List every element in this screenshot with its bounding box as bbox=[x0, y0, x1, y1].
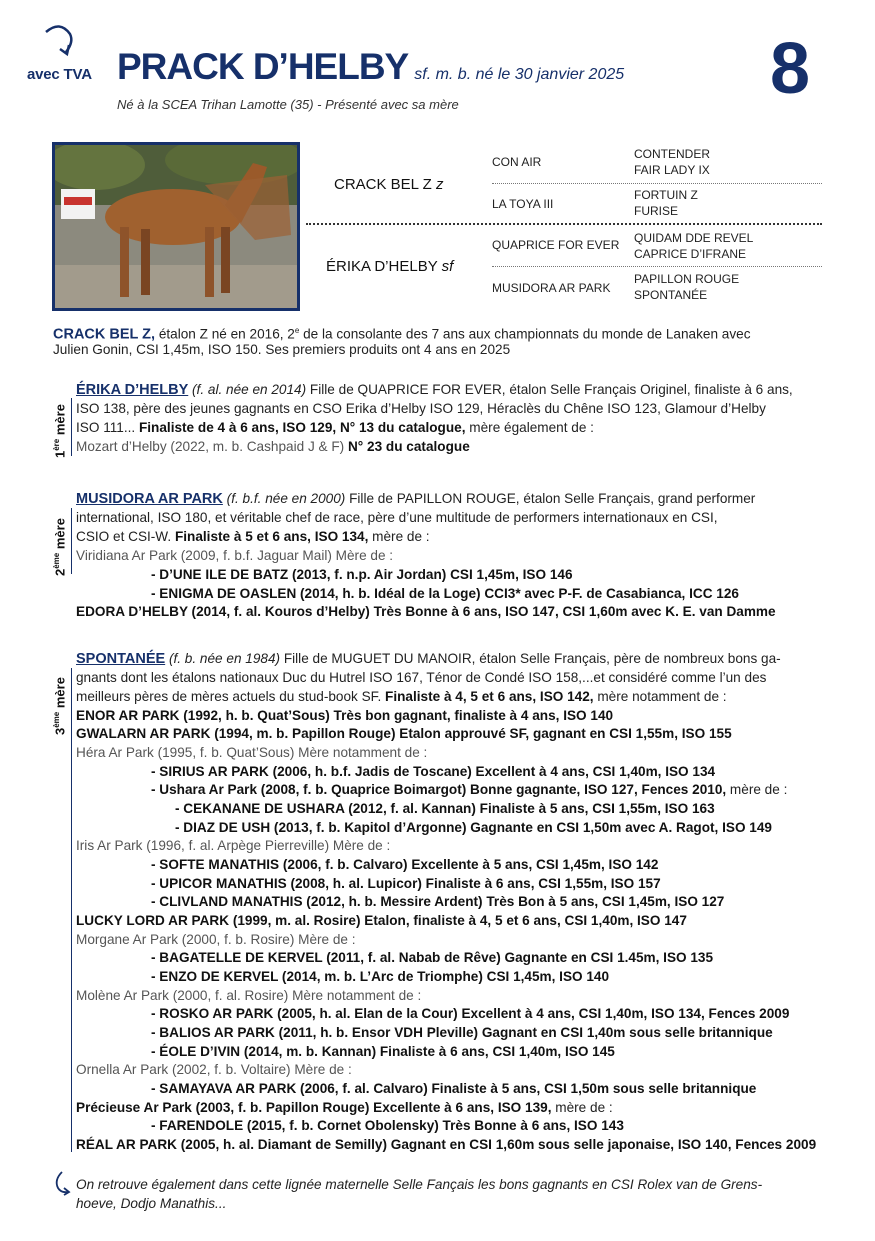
sire-text-sup: e bbox=[294, 326, 300, 335]
third-dam-record: - SIRIUS AR PARK (2006, h. b.f. Jadis de Toscane) Excellent à 4 ans, CSI 1,40m, ISO 134 bbox=[151, 764, 716, 779]
pedigree-g1: CONTENDER bbox=[634, 147, 711, 161]
second-dam-text: CSIO et CSI-W. bbox=[76, 529, 175, 544]
pedigree-dam-suffix: sf bbox=[441, 258, 454, 275]
second-dam-info: (f. b.f. née en 2000) bbox=[226, 491, 346, 506]
second-dam-line-4: Viridiana Ar Park (2009, f. b.f. Jaguar Mail) Mère de : bbox=[76, 548, 394, 563]
pedigree-g5: QUIDAM DDE REVEL bbox=[634, 231, 754, 245]
pedigree-g4: FURISE bbox=[634, 204, 679, 218]
third-dam-record: Héra Ar Park (1995, f. b. Quat’Sous) Mère notamment de : bbox=[76, 745, 428, 760]
pedigree-dam-name: ÉRIKA D’HELBY bbox=[326, 258, 438, 275]
pedigree-divider bbox=[492, 183, 822, 184]
third-dam-record: RÉAL AR PARK (2005, h. al. Diamant de Semilly) Gagnant en CSI 1,60m sous selle japonaise, ISO 140, Fences 2009 bbox=[76, 1137, 817, 1152]
first-dam-label-sup: ère bbox=[52, 438, 61, 451]
first-dam-text: mère également de : bbox=[465, 420, 594, 435]
second-dam-line-6: - ENIGMA DE OASLEN (2014, h. b. Idéal de la Loge) CCI3* avec P-F. de Casabianca, ICC 126 bbox=[151, 586, 739, 601]
second-dam-label-n: 2 bbox=[52, 568, 68, 576]
third-dam-text: mère notamment de : bbox=[593, 689, 727, 704]
second-dam-line-5: - D’UNE ILE DE BATZ (2013, f. n.p. Air Jordan) CSI 1,45m, ISO 146 bbox=[151, 567, 573, 582]
curved-arrow-icon bbox=[40, 22, 80, 62]
third-dam-record bbox=[151, 780, 787, 799]
third-dam-line-2: gnants dont les étalons nationaux Duc du Hutrel ISO 167, Ténor de Condé ISO 158,...et considéré comme l’un des bbox=[76, 670, 767, 685]
sire-text-line-2: Julien Gonin, CSI 1,45m, ISO 150. Ses premiers produits ont 4 ans en 2025 bbox=[53, 342, 511, 357]
third-dam-record-bold: - Ushara Ar Park (2008, f. b. Quaprice Boimargot) Bonne gagnante, ISO 127, Fences 2010, bbox=[151, 782, 727, 797]
horse-photo-illustration bbox=[55, 145, 297, 308]
second-dam-text: mère de : bbox=[368, 529, 430, 544]
third-dam-record: - SAMAYAVA AR PARK (2006, f. al. Calvaro) Finaliste à 5 ans, CSI 1,50m sous selle britannique bbox=[151, 1081, 757, 1096]
third-dam-text: Fille de MUGUET DU MANOIR, étalon Selle Français, père de nombreux bons ga- bbox=[280, 651, 781, 666]
third-dam-record: - ROSKO AR PARK (2005, h. al. Elan de la Cour) Excellent à 4 ans, CSI 1,40m, ISO 134, Fences 2009 bbox=[151, 1006, 790, 1021]
horse-info: sf. m. b. né le 30 janvier 2025 bbox=[414, 66, 625, 83]
third-dam-record: GWALARN AR PARK (1994, m. b. Papillon Rouge) Etalon approuvé SF, gagnant en CSI 1,55m, ISO 155 bbox=[76, 726, 732, 741]
second-dam-line-2: international, ISO 180, et véritable chef de race, père d’une multitude de performers internationaux en CSI, bbox=[76, 510, 718, 525]
pedigree-main-divider bbox=[306, 223, 822, 225]
pedigree-sire-suffix: z bbox=[435, 176, 444, 193]
third-dam-bar bbox=[71, 668, 72, 1152]
pedigree-sire-name: CRACK BEL Z bbox=[334, 176, 432, 193]
third-dam-record-text: mère de : bbox=[551, 1100, 613, 1115]
third-dam-record: - DIAZ DE USH (2013, f. b. Kapitol d’Argonne) Gagnante en CSI 1,50m avec A. Ragot, ISO 149 bbox=[175, 820, 772, 835]
sire-text-name: CRACK BEL Z, bbox=[53, 326, 156, 343]
first-dam-text: ISO 111... bbox=[76, 420, 139, 435]
third-dam-label bbox=[52, 677, 67, 735]
pedigree-sire bbox=[334, 176, 443, 193]
first-dam-label bbox=[52, 404, 67, 458]
pedigree-g3: FORTUIN Z bbox=[634, 188, 698, 202]
first-dam-line-1 bbox=[76, 380, 793, 400]
lot-number: 8 bbox=[770, 29, 809, 109]
third-dam-record: - ENZO DE KERVEL (2014, m. b. L’Arc de Triomphe) CSI 1,45m, ISO 140 bbox=[151, 969, 610, 984]
first-dam-offspring: Mozart d’Helby (2022, m. b. Cashpaid J & F) bbox=[76, 439, 348, 454]
second-dam-line-3 bbox=[76, 527, 430, 546]
first-dam-offspring-catalogue: N° 23 du catalogue bbox=[347, 439, 470, 454]
pedigree-g2: FAIR LADY IX bbox=[634, 163, 710, 177]
first-dam-line-3 bbox=[76, 418, 594, 437]
third-dam-info: (f. b. née en 1984) bbox=[168, 651, 281, 666]
subtitle: Né à la SCEA Trihan Lamotte (35) - Présenté avec sa mère bbox=[117, 97, 459, 112]
first-dam-text: Fille de QUAPRICE FOR EVER, étalon Selle Français Originel, finaliste à 6 ans, bbox=[306, 382, 793, 397]
sire-text-part: étalon Z né en 2016, 2 bbox=[155, 326, 295, 342]
third-dam-record: ENOR AR PARK (1992, h. b. Quat’Sous) Très bon gagnant, finaliste à 4 ans, ISO 140 bbox=[76, 708, 614, 723]
pedigree-g7: PAPILLON ROUGE bbox=[634, 272, 740, 286]
second-dam-highlight: Finaliste à 5 et 6 ans, ISO 134, bbox=[174, 529, 369, 544]
second-dam-line-1 bbox=[76, 489, 755, 509]
first-dam-highlight: Finaliste de 4 à 6 ans, ISO 129, N° 13 du catalogue, bbox=[138, 420, 466, 435]
first-dam-line-2: ISO 138, père des jeunes gagnants en CSO Erika d’Helby ISO 129, Héraclès du Chêne ISO 123, Glamour d’Helby bbox=[76, 401, 766, 416]
third-dam-highlight: Finaliste à 4, 5 et 6 ans, ISO 142, bbox=[385, 689, 594, 704]
third-dam-record: - CEKANANE DE USHARA (2012, f. al. Kannan) Finaliste à 5 ans, CSI 1,55m, ISO 163 bbox=[175, 801, 715, 816]
third-dam-record: - FARENDOLE (2015, f. b. Cornet Obolensky) Très Bonne à 6 ans, ISO 143 bbox=[151, 1118, 624, 1133]
pedigree-dam-sire: QUAPRICE FOR EVER bbox=[492, 238, 620, 252]
third-dam-label-n: 3 bbox=[52, 727, 68, 735]
horse-title bbox=[117, 46, 624, 88]
second-dam-label-sup: ème bbox=[52, 552, 61, 569]
third-dam-record-bold: Précieuse Ar Park (2003, f. b. Papillon Rouge) Excellente à 6 ans, ISO 139, bbox=[76, 1100, 552, 1115]
first-dam-info: (f. al. née en 2014) bbox=[192, 382, 307, 397]
pedigree-dam-dam: MUSIDORA AR PARK bbox=[492, 281, 611, 295]
horse-photo bbox=[52, 142, 300, 311]
first-dam-label-word: mère bbox=[52, 404, 68, 439]
pedigree-divider bbox=[492, 266, 822, 267]
third-dam-record: Ornella Ar Park (2002, f. b. Voltaire) Mère de : bbox=[76, 1062, 352, 1077]
third-dam-label-sup: ème bbox=[52, 711, 61, 728]
curved-arrow-icon bbox=[52, 1170, 72, 1196]
first-dam-bar bbox=[71, 398, 72, 456]
first-dam-name: ÉRIKA D’HELBY bbox=[76, 382, 189, 398]
second-dam-line-7: EDORA D’HELBY (2014, f. al. Kouros d’Helby) Très Bonne à 6 ans, ISO 147, CSI 1,60m avec K. E. van Damme bbox=[76, 604, 776, 619]
footer-line-1: On retrouve également dans cette lignée maternelle Selle Fançais les bons gagnants en CSI Rolex van de Grens- bbox=[76, 1177, 763, 1192]
pedigree-g6: CAPRICE D’IFRANE bbox=[634, 247, 747, 261]
third-dam-record: - BALIOS AR PARK (2011, h. b. Ensor VDH Pleville) Gagnant en CSI 1,40m sous selle britannique bbox=[151, 1025, 773, 1040]
third-dam-line-1 bbox=[76, 649, 781, 669]
third-dam-record: - BAGATELLE DE KERVEL (2011, f. al. Nabab de Rêve) Gagnante en CSI 1.45m, ISO 135 bbox=[151, 950, 714, 965]
third-dam-record: - UPICOR MANATHIS (2008, h. al. Lupicor) Finaliste à 6 ans, CSI 1,55m, ISO 157 bbox=[151, 876, 661, 891]
second-dam-text: Fille de PAPILLON ROUGE, étalon Selle Français, grand performer bbox=[345, 491, 756, 506]
second-dam-label bbox=[52, 518, 67, 576]
third-dam-record: LUCKY LORD AR PARK (1999, m. al. Rosire) Etalon, finaliste à 4, 5 et 6 ans, CSI 1,40m, ISO 147 bbox=[76, 913, 687, 928]
third-dam-record: Iris Ar Park (1996, f. al. Arpège Pierreville) Mère de : bbox=[76, 838, 391, 853]
pedigree-sire-dam: LA TOYA III bbox=[492, 197, 554, 211]
sire-text-part: de la consolante des 7 ans aux championnats du monde de Lanaken avec bbox=[299, 326, 751, 342]
third-dam-label-word: mère bbox=[52, 677, 68, 712]
third-dam-name: SPONTANÉE bbox=[76, 651, 166, 667]
second-dam-name: MUSIDORA AR PARK bbox=[76, 491, 223, 507]
third-dam-text: meilleurs pères de mères actuels du stud-book SF. bbox=[76, 689, 386, 704]
tva-label: avec TVA bbox=[27, 66, 92, 83]
pedigree-g8: SPONTANÉE bbox=[634, 288, 708, 302]
third-dam-record bbox=[76, 1098, 613, 1117]
horse-name: PRACK D’HELBY bbox=[117, 46, 409, 87]
pedigree-dam bbox=[326, 258, 453, 275]
third-dam-record: - CLIVLAND MANATHIS (2012, h. b. Messire Ardent) Très Bon à 5 ans, CSI 1,45m, ISO 127 bbox=[151, 894, 725, 909]
third-dam-record: - ÉOLE D’IVIN (2014, m. b. Kannan) Finaliste à 6 ans, CSI 1,40m, ISO 145 bbox=[151, 1044, 615, 1059]
first-dam-label-n: 1 bbox=[52, 450, 68, 458]
footer-line-2: hoeve, Dodjo Manathis... bbox=[76, 1196, 227, 1211]
second-dam-bar bbox=[71, 508, 72, 574]
second-dam-label-word: mère bbox=[52, 518, 68, 553]
third-dam-record: Molène Ar Park (2000, f. al. Rosire) Mère notamment de : bbox=[76, 988, 422, 1003]
third-dam-record: - SOFTE MANATHIS (2006, f. b. Calvaro) Excellente à 5 ans, CSI 1,45m, ISO 142 bbox=[151, 857, 659, 872]
third-dam-record-text: mère de : bbox=[726, 782, 788, 797]
pedigree-sire-sire: CON AIR bbox=[492, 155, 542, 169]
first-dam-line-4 bbox=[76, 437, 470, 456]
third-dam-record: Morgane Ar Park (2000, f. b. Rosire) Mère de : bbox=[76, 932, 356, 947]
third-dam-line-3 bbox=[76, 687, 727, 706]
